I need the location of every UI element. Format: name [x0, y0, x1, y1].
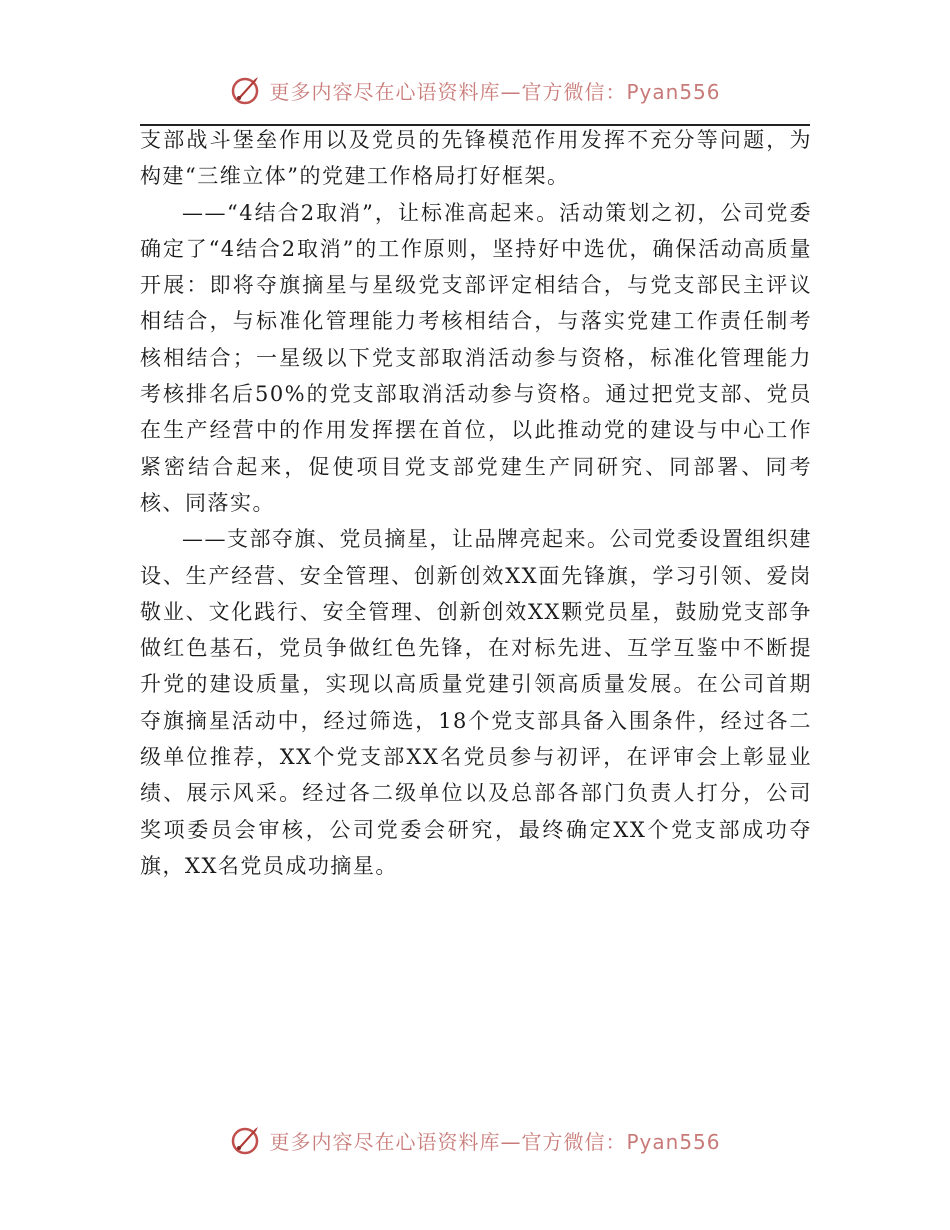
paragraph-2: ——“4结合2取消”，让标准高起来。活动策划之初，公司党委确定了“4结合2取消”的工作原则，坚持好中选优，确保活动高质量开展：即将夺旗摘星与星级党支部评定相结合，与党支部民主评议相结合，与标准化管理能力考核相结合，与落实党建工作责任制考核相结合；一星级以下党支部取消活动参与资格，标准化管理能力考核排名后50%的党支部取消活动参与资格。通过把党支部、党员在生产经营中的作用发挥摆在首位，以此推动党的建设与中心工作紧密结合起来，促使项目党支部党建生产同研究、同部署、同考核、同落实。 — [140, 200, 812, 515]
document-body — [140, 122, 812, 884]
quill-logo-icon — [229, 73, 263, 107]
footer-banner-text: 更多内容尽在心语资料库—官方微信：Pyan556 — [269, 1129, 721, 1154]
footer-wechat-id: Pyan556 — [626, 1129, 721, 1154]
header-banner — [0, 70, 950, 110]
paragraph-1: 支部战斗堡垒作用以及党员的先锋模范作用发挥不充分等问题，为构建“三维立体”的党建工作格局打好框架。 — [140, 128, 812, 189]
quill-logo-icon — [229, 1123, 263, 1157]
header-banner-text: 更多内容尽在心语资料库—官方微信：Pyan556 — [269, 79, 721, 104]
paragraph-3: ——支部夺旗、党员摘星，让品牌亮起来。公司党委设置组织建设、生产经营、安全管理、创新创效XX面先锋旗，学习引领、爱岗敬业、文化践行、安全管理、创新创效XX颗党员星，鼓励党支部争做红色基石，党员争做红色先锋，在对标先进、互学互鉴中不断提升党的建设质量，实现以高质量党建引领高质量发展。在公司首期夺旗摘星活动中，经过筛选，18个党支部具备入围条件，经过各二级单位推荐，XX个党支部XX名党员参与初评，在评审会上彰显业绩、展示风采。经过各二级单位以及总部各部门负责人打分，公司奖项委员会审核，公司党委会研究，最终确定XX个党支部成功夺旗，XX名党员成功摘星。 — [140, 527, 812, 878]
header-wechat-id: Pyan556 — [626, 79, 721, 104]
footer-banner — [0, 1120, 950, 1160]
